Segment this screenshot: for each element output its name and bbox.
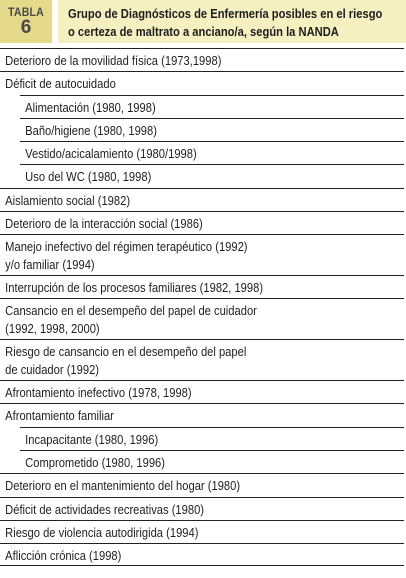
diagnosis-row — [0, 298, 404, 339]
diagnosis-row — [0, 473, 404, 496]
diagnosis-label: Déficit de autocuidado — [5, 76, 116, 92]
diagnosis-row — [0, 403, 404, 426]
diagnosis-row — [0, 71, 404, 94]
diagnosis-row — [0, 275, 404, 298]
diagnosis-row — [0, 211, 404, 234]
table-header — [0, 0, 406, 43]
sub-diagnosis-row — [20, 95, 404, 118]
diagnosis-row — [0, 48, 404, 71]
diagnosis-label: Riesgo de violencia autodirigida (1994) — [5, 524, 199, 540]
sub-diagnosis-row — [20, 427, 404, 450]
diagnosis-label: Afrontamiento familiar — [5, 408, 114, 424]
diagnosis-row — [0, 543, 404, 566]
table-title: Grupo de Diagnósticos de Enfermería posibles en el riesgo o certeza de maltrato a anciano/a, según la NANDA — [68, 6, 383, 39]
diagnosis-label: Deterioro en el mantenimiento del hogar (1980) — [5, 478, 241, 494]
diagnosis-label: Incapacitante (1980, 1996) — [25, 431, 159, 447]
diagnosis-row — [0, 497, 404, 520]
table-title-box — [58, 0, 406, 43]
diagnosis-row — [0, 234, 404, 275]
table-number-badge — [0, 0, 52, 43]
diagnosis-label: Vestido/acicalamiento (1980/1998) — [25, 146, 197, 162]
diagnosis-label: Aislamiento social (1982) — [5, 192, 131, 208]
table-label: TABLA — [8, 5, 44, 19]
diagnosis-list — [0, 48, 404, 566]
diagnosis-label: Riesgo de cansancio en el desempeño del papel de cuidador (1992) — [5, 344, 247, 378]
table-number: 6 — [20, 17, 32, 38]
diagnosis-row — [0, 380, 404, 403]
diagnosis-row — [0, 520, 404, 543]
diagnosis-label: Manejo inefectivo del régimen terapéutico (1992) y/o familiar (1994) — [5, 239, 248, 273]
diagnosis-label: Deterioro de la movilidad física (1973,1998) — [5, 53, 222, 68]
diagnosis-label: Aflicción crónica (1998) — [5, 548, 122, 564]
sub-diagnosis-row — [20, 141, 404, 164]
sub-diagnosis-row — [20, 118, 404, 141]
diagnosis-row — [0, 188, 404, 211]
diagnosis-label: Interrupción de los procesos familiares (1982, 1998) — [5, 280, 264, 296]
diagnosis-row — [0, 339, 404, 380]
diagnosis-label: Baño/higiene (1980, 1998) — [25, 122, 157, 138]
diagnosis-label: Deterioro de la interacción social (1986) — [5, 216, 203, 232]
diagnosis-label: Uso del WC (1980, 1998) — [25, 169, 152, 185]
diagnosis-label: Afrontamiento inefectivo (1978, 1998) — [5, 385, 192, 401]
diagnosis-label: Cansancio en el desempeño del papel de cuidador (1992, 1998, 2000) — [5, 303, 257, 337]
diagnosis-label: Comprometido (1980, 1996) — [25, 454, 165, 470]
sub-diagnosis-row — [20, 450, 404, 473]
diagnosis-label: Alimentación (1980, 1998) — [25, 99, 156, 115]
diagnosis-label: Déficit de actividades recreativas (1980) — [5, 501, 205, 517]
sub-diagnosis-row — [20, 164, 404, 187]
